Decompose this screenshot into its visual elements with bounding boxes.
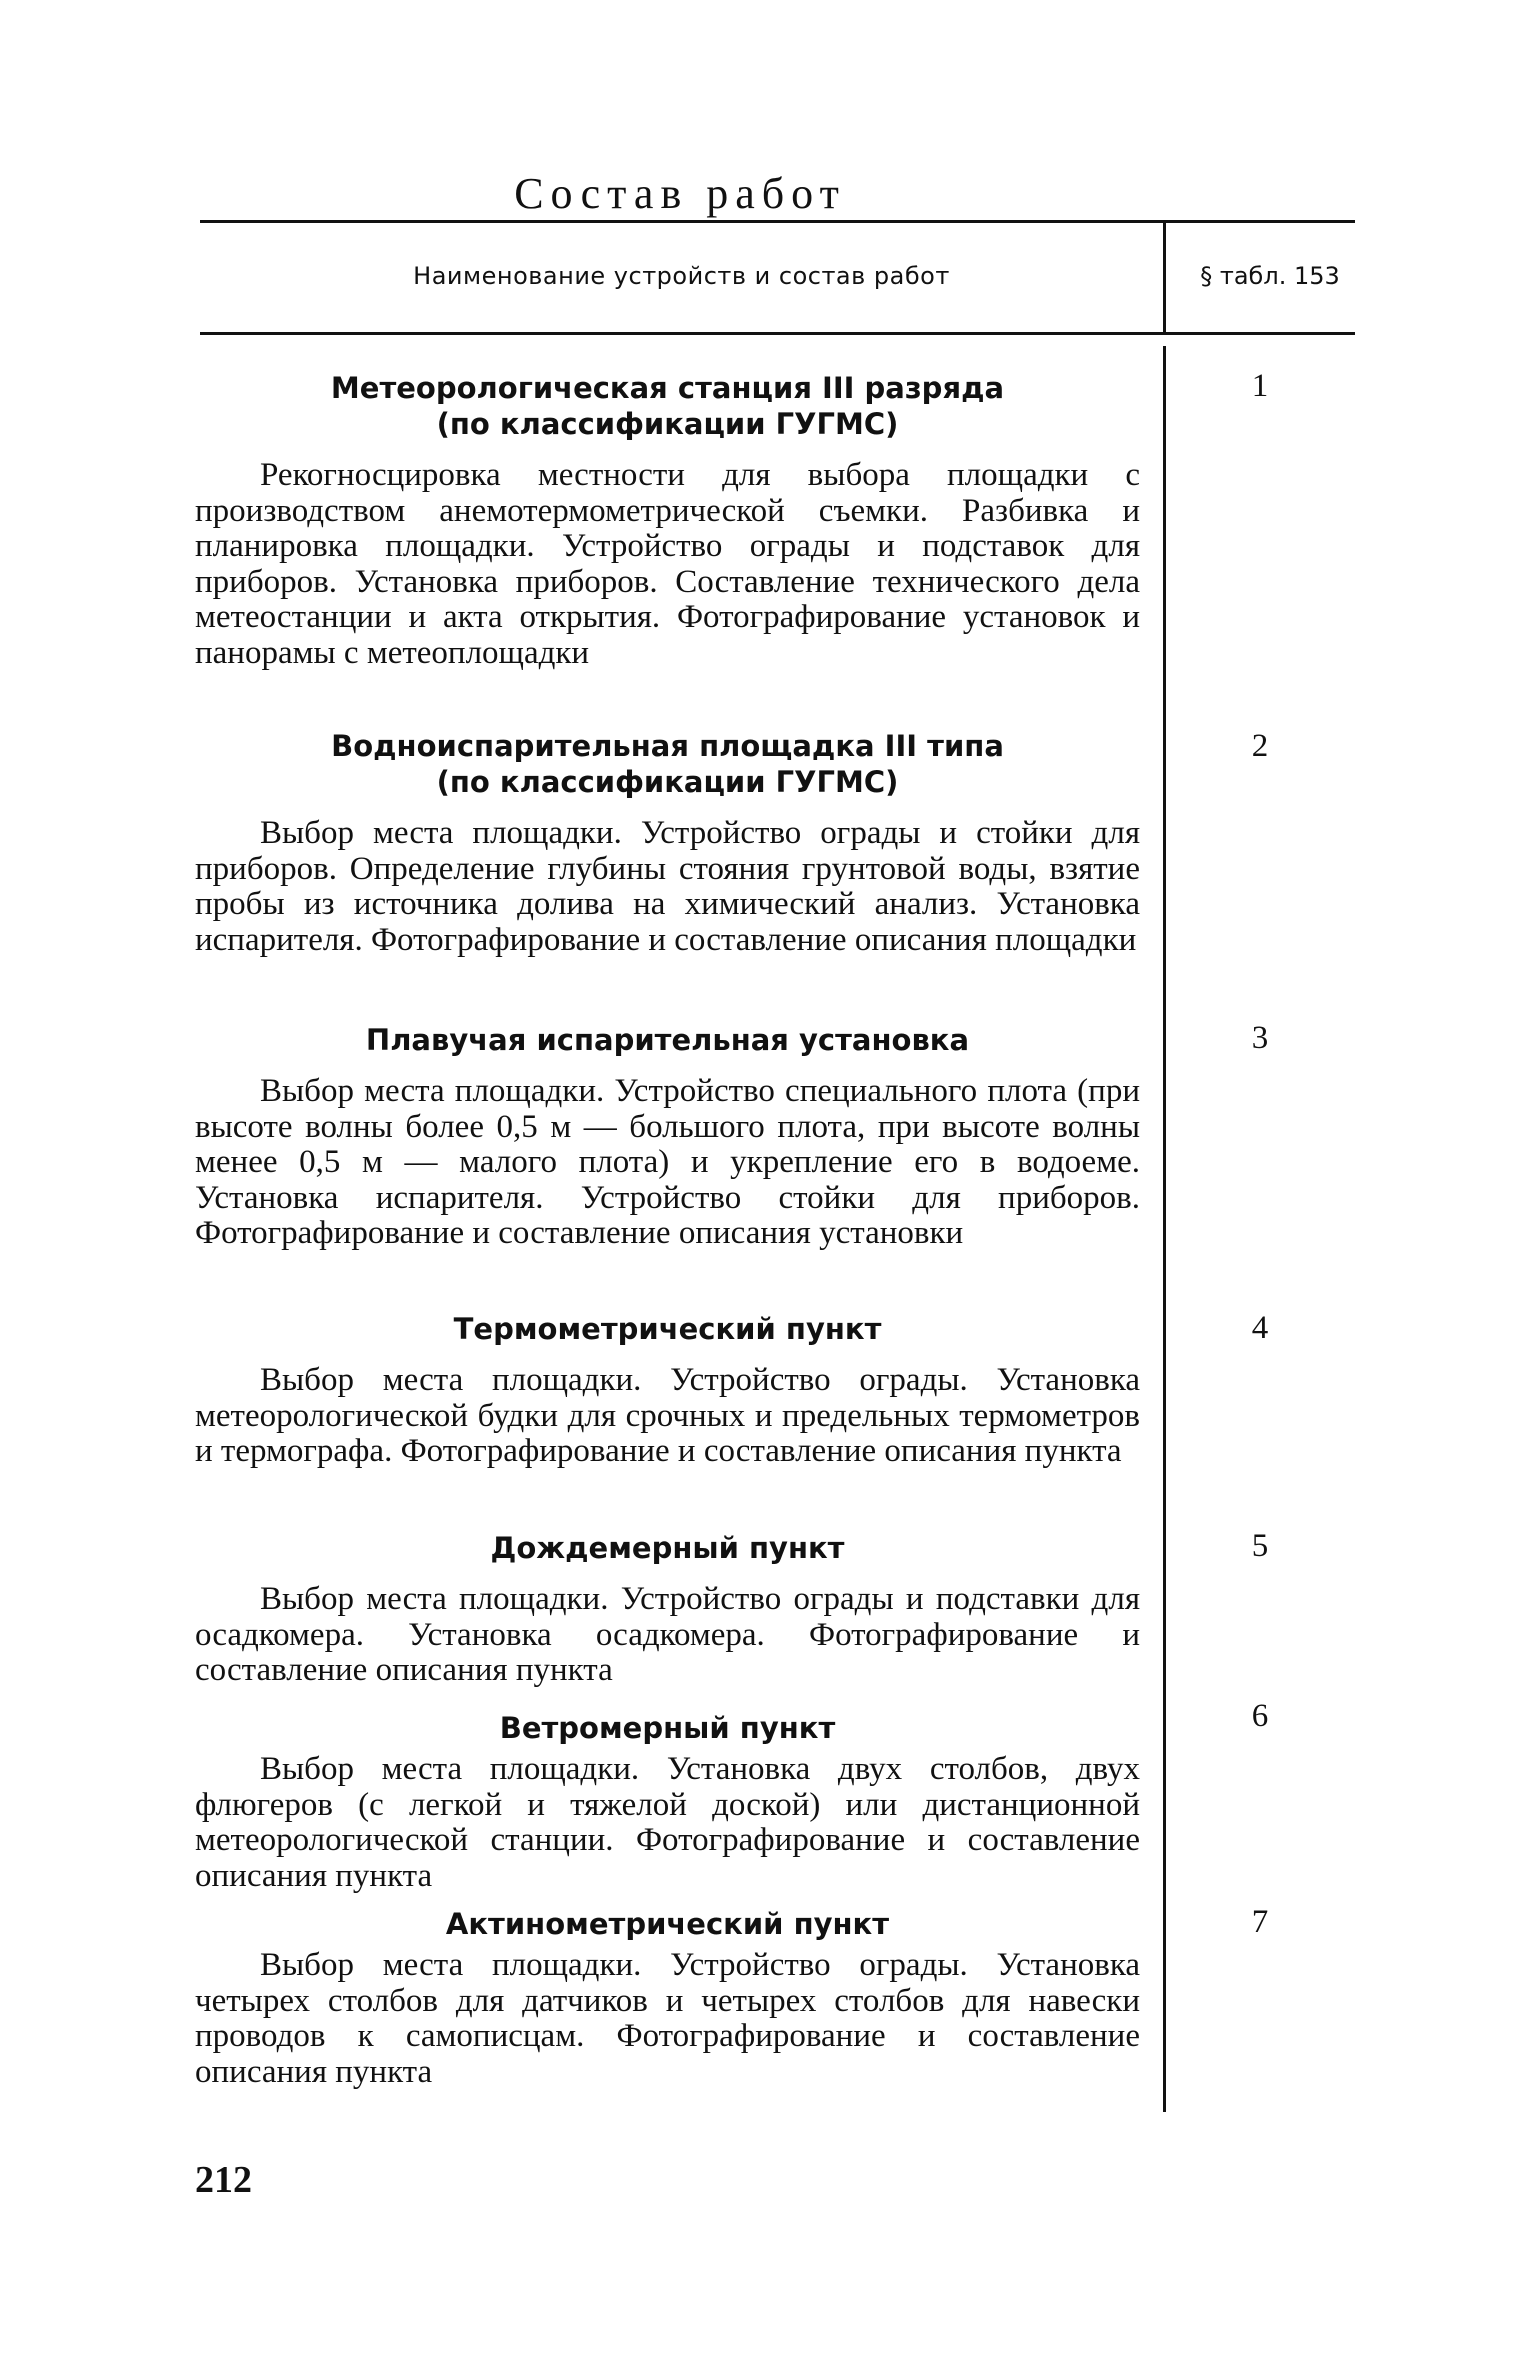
section-number: 1 [1251, 368, 1269, 404]
header-column-divider [1163, 222, 1166, 332]
section-heading: Дождемерный пункт [490, 1531, 845, 1565]
section-number: 7 [1251, 1904, 1269, 1940]
section-heading: Ветромерный пункт [499, 1711, 836, 1745]
section-number: 6 [1251, 1698, 1269, 1734]
table-top-rule [200, 220, 1355, 223]
section-heading: Метеорологическая станция III разряда (по классификации ГУГМС) [330, 371, 1005, 441]
section-text: Выбор места площадки. Устройство ограды. Установка метеорологической будки для срочных и предельных термометров и термографа. Фотографирование и составление описания пункта [195, 1362, 1140, 1469]
body-column-divider [1163, 346, 1166, 2112]
section-2 [195, 728, 1140, 958]
section-6 [195, 1710, 1140, 1894]
column-header-works: Наименование устройств и состав работ [413, 262, 950, 290]
page-title: Состав работ [514, 169, 846, 218]
section-text: Выбор места площадки. Устройство ограды и подставки для осадкомера. Установка осадкомера. Фотографирование и составление описания пункта [195, 1581, 1140, 1688]
section-number: 3 [1251, 1020, 1269, 1056]
section-text: Выбор места площадки. Устройство специального плота (при высоте волны более 0,5 м — большого плота, при высоте волны менее 0,5 м — малого плота) и укрепление его в водоеме. Установка испарителя. Устройство стойки для приборов. Фотографирование и составление описания установки [195, 1073, 1140, 1251]
section-5 [195, 1530, 1140, 1689]
section-heading: Водноиспарительная площадка III типа (по классификации ГУГМС) [331, 729, 1004, 799]
page-number: 212 [195, 2159, 252, 2201]
section-heading: Актинометрический пункт [445, 1907, 890, 1941]
column-header-table-ref: § табл. 153 [1200, 262, 1340, 290]
section-number: 4 [1251, 1310, 1269, 1346]
section-text: Выбор места площадки. Устройство ограды. Установка четырех столбов для датчиков и четырех столбов для навески проводов к самописцам. Фотографирование и составление описания пункта [195, 1947, 1140, 2090]
header-bottom-rule [200, 332, 1355, 335]
section-heading: Плавучая испарительная установка [365, 1023, 970, 1057]
section-1 [195, 370, 1140, 671]
section-7 [195, 1906, 1140, 2090]
section-text: Выбор места площадки. Установка двух столбов, двух флюгеров (с легкой и тяжелой доской) или дистанционной метеорологической станции. Фотографирование и составление описания пункта [195, 1751, 1140, 1894]
section-heading: Термометрический пункт [453, 1312, 882, 1346]
section-number: 2 [1251, 728, 1269, 764]
section-text: Рекогносцировка местности для выбора площадки с производством анемотермометрической съемки. Разбивка и планировка площадки. Устройство ограды и подставок для приборов. Установка приборов. Составление технического дела метеостанции и акта открытия. Фотографирование установок и панорамы с метеоплощадки [195, 457, 1140, 671]
section-4 [195, 1311, 1140, 1470]
section-number: 5 [1251, 1528, 1269, 1564]
section-3 [195, 1022, 1140, 1252]
section-text: Выбор места площадки. Устройство ограды и стойки для приборов. Определение глубины стояния грунтовой воды, взятие пробы из источника долива на химический анализ. Установка испарителя. Фотографирование и составление описания площадки [195, 815, 1140, 958]
